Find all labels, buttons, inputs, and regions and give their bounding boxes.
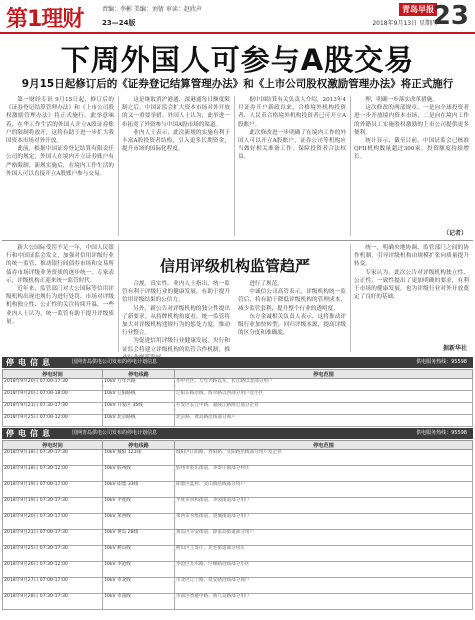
table-row bbox=[3, 450, 473, 466]
column-header: 停电范围 bbox=[175, 370, 473, 379]
column-divider bbox=[350, 96, 351, 236]
table-cell: 市南区香港中路、燕儿岛路部分用户 bbox=[175, 594, 473, 610]
table-cell: 城阳区正阳路、春阳路、文阳路沿线部分用户及企业 bbox=[175, 450, 473, 466]
band-title: 停电信息 bbox=[6, 358, 54, 367]
masthead bbox=[0, 0, 475, 34]
table-cell: 2018年9月28日 07:30-17:30 bbox=[3, 594, 103, 610]
table-cell: 华中社区、万年兴路以东、长江路以北部分用户 bbox=[175, 379, 473, 391]
lead-paragraph: 此前，根据中国证券登记结算有限责任公司的规定，外国人在境内开立证券账户有严格限制。新规实施后，在境内工作生活的外国人可以直接开立A股账户参与交易。 bbox=[6, 146, 114, 177]
table-row bbox=[3, 562, 473, 578]
table-cell: 北京路、黄岛路沿线部分商户 bbox=[175, 415, 473, 427]
table-cell: 市北区辽宁路、延安路沿线部分商户 bbox=[175, 578, 473, 594]
table-cell: 10kV 即墨 33线 bbox=[103, 482, 175, 498]
story2-paragraph: 近年来，监管部门对大公国际等信用评级机构出现违规行为进行处罚，市场对评级机构独立性、公正性的关注持续升温。一些业内人士认为，统一监管有助于提升评级质量。 bbox=[6, 286, 114, 325]
band-hotline: 供电服务热线：95598 bbox=[416, 430, 467, 436]
column-divider bbox=[118, 96, 119, 236]
editor-credits: 责编：李彬 美编：刘倩 审读：赵欣声 bbox=[102, 6, 202, 13]
table-cell: 10kV 市南线 bbox=[103, 594, 175, 610]
table-cell: 2018年9月19日 07:30-17:30 bbox=[3, 498, 103, 514]
lead-paragraph: 理，明确一步落实改革措施。 bbox=[365, 97, 438, 103]
column-header: 停电线路 bbox=[103, 441, 175, 450]
table-cell: 10kV 市北线 bbox=[103, 578, 175, 594]
lead-paragraph: 统计显示，截至目前，中国证监会已核准QFII机构数量超过300家，投资额度持续增长。 bbox=[354, 138, 469, 161]
table-cell: 2018年9月20日 07:00-18:00 bbox=[3, 391, 103, 403]
lead-paragraph: 这次修改的两部规章，一是向全球投资者进一步开放境内资本市场，二是向在境内工作的外籍员工实施股权激励的上市公司提供更多便利。 bbox=[354, 105, 469, 136]
story2-paragraph: 专家认为，此次公告对评级机构独立性、公正性、一致性提出了更加明确的要求，有利于市场的健康发展，也为评级行业对外开放奠定了良好的基础。 bbox=[354, 269, 469, 301]
table-cell: 平度市同和街道、李园街道部分用户 bbox=[175, 498, 473, 514]
story2-paragraph: 另外，新公告对评级机构的独立性提出了新要求。从持牌机构角度看，统一监管将加大对评级机构违规行为的惩处力度，推动行业整合。 bbox=[122, 305, 230, 337]
story2-paragraph: 合规，真实性。业内人士指出，统一监管有利于评级行业的健康发展，有助于提升信用评级结果的公信力。 bbox=[122, 281, 230, 304]
table-row bbox=[3, 530, 473, 546]
table-cell: 2018年9月18日 07:30-12:00 bbox=[3, 466, 103, 482]
table-cell: 10kV 辽阳路线 bbox=[103, 391, 175, 403]
table-cell: 黄岛区辛安街道、薛家岛街道部分用户 bbox=[175, 530, 473, 546]
table-cell: 2018年9月20日 07:00-17:30 bbox=[3, 379, 103, 391]
section-divider bbox=[2, 240, 473, 241]
table-cell: 开发区长江中路、嘉陵江路附近部分企业 bbox=[175, 403, 473, 415]
table-cell: 10kV 北京路线 bbox=[103, 415, 175, 427]
power-outage-band-2 bbox=[2, 428, 473, 439]
story2-signature: 据新华社 bbox=[442, 345, 467, 352]
table-row bbox=[3, 403, 473, 415]
page-range: 23—24版 bbox=[102, 19, 136, 27]
story2-paragraph: 新大公国际受罚不足一年，中国人民银行和中国证监会发文，加强对信用评级行业的统一监管，推动银行间债券市场和交易所债券市场评级业务资质的逐步统一。专家表示，评级机构正迎来统一监管时代。 bbox=[6, 245, 114, 284]
issue-date: 2018年9月13日 星期四 bbox=[372, 20, 437, 27]
table-cell: 10kV 崂山线 bbox=[103, 546, 175, 562]
table-row bbox=[3, 466, 473, 482]
lead-paragraph: 第一财经专讯 9月15日起，修订后的《证券登记结算管理办法》和《上市公司股权激励管理办法》将正式施行。此举意味着，在华工作生活的外国人开立A股证券账户的限制将放开，这将有助于进一步扩大我国资本市场对外开放。 bbox=[6, 97, 114, 145]
table-row bbox=[3, 498, 473, 514]
lead-column-3 bbox=[238, 96, 346, 236]
lead-signature: （记者） bbox=[442, 230, 467, 237]
table-row bbox=[3, 594, 473, 610]
lead-column-4 bbox=[354, 96, 469, 226]
logo-text: 第1理财 bbox=[6, 7, 84, 32]
table-cell: 2018年9月25日 07:30-17:30 bbox=[3, 546, 103, 562]
table-cell: 2018年9月21日 07:00-17:30 bbox=[3, 530, 103, 546]
table-cell: 10kV 莱西线 bbox=[103, 514, 175, 530]
table-row bbox=[3, 546, 473, 562]
table-cell: 李沧区九水路、巨峰路沿线部分小区 bbox=[175, 562, 473, 578]
lead-paragraph: 此次修改进一步明确了在境内工作的外国人可以开立A股账户，证券公司等机构应当做好相关准备工作，保障投资者合法权益。 bbox=[238, 129, 346, 161]
page-logo bbox=[6, 2, 100, 32]
table-cell: 莱西市水集街道、望城街道部分用户 bbox=[175, 514, 473, 530]
power-outage-band-1 bbox=[2, 357, 473, 368]
lead-paragraph: 这是继取消沪港通、深港通每日额度限制之后，中国证监会扩大资本市场对外开放的又一重要举措。外国人士认为，此举进一步拓宽了外资参与中国A股市场的渠道。 bbox=[122, 97, 230, 128]
table-row bbox=[3, 482, 473, 498]
table-cell: 2018年9月26日 07:30-12:00 bbox=[3, 562, 103, 578]
band-title: 停电信息 bbox=[6, 429, 54, 438]
table-row bbox=[3, 514, 473, 530]
band-org: 国网青岛供电公司发布的停电计划信息 bbox=[72, 359, 158, 365]
table-cell: 2018年9月25日 07:00-12:00 bbox=[3, 415, 103, 427]
table-cell: 2018年9月18日 07:30-17:30 bbox=[3, 450, 103, 466]
column-header: 停电时间 bbox=[3, 441, 103, 450]
column-header: 停电范围 bbox=[175, 441, 473, 450]
table-cell: 2018年9月20日 07:30-17:00 bbox=[3, 514, 103, 530]
table-cell: 2018年9月27日 07:00-17:00 bbox=[3, 578, 103, 594]
table-cell: 10kV 平度线 bbox=[103, 498, 175, 514]
story2-paragraph: 统一，明确央地协调、监管部门之间的协作机制，引导评级机构由规模扩张向质量提升转变。 bbox=[354, 245, 469, 268]
story2-column-4 bbox=[354, 244, 469, 344]
page-number: 23 bbox=[432, 1, 469, 31]
outage-table-2 bbox=[2, 440, 473, 610]
table-row bbox=[3, 415, 473, 427]
band-org: 国网青岛供电公司发布的停电计划信息 bbox=[72, 430, 158, 436]
story2-paragraph: 东方金诚相关负责人表示，这将推动评级行业加快转型，回归评级本源，提高评级的区分度和准确度。 bbox=[238, 313, 346, 337]
lead-column-2 bbox=[122, 96, 230, 236]
table-cell: 10kV 开发区 35线 bbox=[103, 403, 175, 415]
column-header: 停电时间 bbox=[3, 370, 103, 379]
story2-paragraph: 为促进信用评级行业健康发展，央行和证监会将建立评级机构的监管合作机制，推 bbox=[122, 338, 230, 353]
outage-table-1 bbox=[2, 369, 473, 427]
second-story-title: 信用评级机构监管趋严 bbox=[159, 257, 310, 275]
table-cell: 2018年9月21日 07:30-17:30 bbox=[3, 403, 103, 415]
table-row bbox=[3, 578, 473, 594]
story2-column-2 bbox=[122, 280, 230, 352]
story2-paragraph: 中诚信公司高管表示，评级机构统一监管后，将有助于降低评级机构的管理成本，减少监管套利，提升整个行业的透明度。 bbox=[238, 289, 346, 312]
story2-column-3 bbox=[238, 280, 346, 352]
table-row bbox=[3, 379, 473, 391]
table-cell: 10kV 胶州线 bbox=[103, 466, 175, 482]
table-header-row bbox=[3, 370, 473, 379]
table-cell: 10kV 黄岛 28线 bbox=[103, 530, 175, 546]
table-cell: 即墨区蓝村、灵山镇沿线部分用户 bbox=[175, 482, 473, 498]
table-row bbox=[3, 391, 473, 403]
column-divider bbox=[234, 96, 235, 236]
lead-paragraph: 据中国结算有关负责人介绍，2013年4月证券开户新政以来，合格境外机构投资者、人民币合格境外机构投资者已可开立A股账户。 bbox=[238, 97, 346, 128]
table-header-row bbox=[3, 441, 473, 450]
lead-column-1 bbox=[6, 96, 114, 236]
column-header: 停电线路 bbox=[103, 370, 175, 379]
newspaper-brand: 青岛早报 bbox=[399, 3, 437, 16]
table-cell: 辽阳东路沿线、海尔路以西部分用户及小区 bbox=[175, 391, 473, 403]
table-cell: 崂山区王哥庄、北宅街道部分村庄 bbox=[175, 546, 473, 562]
lead-headline: 下周外国人可参与A股交易 bbox=[60, 43, 415, 77]
story2-paragraph: 进行了规范。 bbox=[249, 281, 283, 287]
table-cell: 10kV 万年兴路 bbox=[103, 379, 175, 391]
column-divider bbox=[118, 244, 119, 352]
table-cell: 2018年9月19日 07:00-17:00 bbox=[3, 482, 103, 498]
lead-subhead: 9月15日起修订后的《证券登记结算管理办法》和《上市公司股权激励管理办法》将正式施行 bbox=[21, 78, 454, 90]
table-cell: 10kV 城阳 121线 bbox=[103, 450, 175, 466]
table-cell: 10kV 李沧线 bbox=[103, 562, 175, 578]
table-cell: 胶州市胶东街道、李哥庄镇部分村庄 bbox=[175, 466, 473, 482]
band-hotline: 供电服务热线：95598 bbox=[416, 359, 467, 365]
lead-paragraph: 业内人士表示，此次新规的实施有利于丰富A股投资者结构，引入更多长期资金，提升市场的国际化程度。 bbox=[122, 129, 230, 153]
column-divider bbox=[350, 244, 351, 352]
story2-column-1 bbox=[6, 244, 114, 352]
